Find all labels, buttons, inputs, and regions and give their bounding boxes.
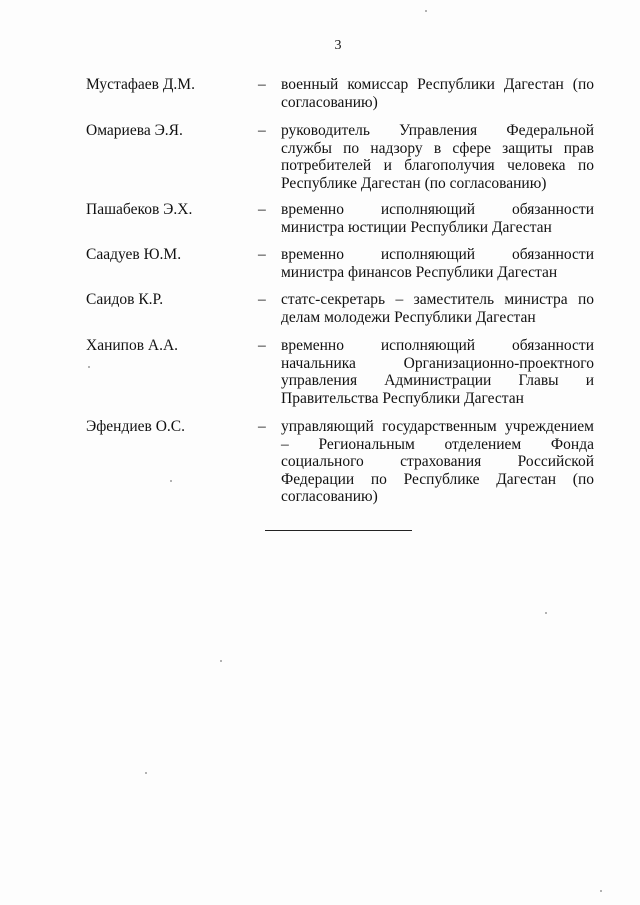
separator-dash: – xyxy=(258,291,266,308)
scan-speck xyxy=(545,612,547,614)
person-position: управляющий государственным учреждением – Региональным отделением Фонда социального страхования Российской Федерации по Республике Дагестан (по согласованию) xyxy=(281,418,594,505)
person-position: руководитель Управления Федеральной службы по надзору в сфере защиты прав потребителей и благополучия человека по Республике Дагестан (по согласованию) xyxy=(281,122,594,192)
person-name: Омариева Э.Я. xyxy=(86,122,183,139)
scan-speck xyxy=(600,890,602,892)
person-position: временно исполняющий обязанности министра финансов Республики Дагестан xyxy=(281,246,594,281)
person-name: Саадуев Ю.М. xyxy=(86,246,182,263)
scan-speck xyxy=(145,772,147,774)
page-number: 3 xyxy=(334,38,342,53)
person-position: статс-секретарь – заместитель министра по делам молодежи Республики Дагестан xyxy=(281,291,594,326)
person-name: Мустафаев Д.М. xyxy=(86,76,195,93)
person-position: военный комиссар Республики Дагестан (по согласованию) xyxy=(281,76,594,111)
separator-dash: – xyxy=(258,246,266,263)
scan-speck xyxy=(88,366,90,368)
separator-dash: – xyxy=(258,122,266,139)
separator-dash: – xyxy=(258,76,266,93)
closing-rule xyxy=(265,530,412,531)
separator-dash: – xyxy=(258,418,266,435)
separator-dash: – xyxy=(258,201,266,218)
person-position: временно исполняющий обязанности министра юстиции Республики Дагестан xyxy=(281,201,594,236)
person-name: Саидов К.Р. xyxy=(86,291,164,308)
scan-speck xyxy=(425,10,427,12)
scan-speck xyxy=(220,660,222,662)
person-name: Пашабеков Э.Х. xyxy=(86,201,193,218)
person-name: Ханипов А.А. xyxy=(86,337,179,354)
separator-dash: – xyxy=(258,337,266,354)
scan-speck xyxy=(170,480,172,482)
person-name: Эфендиев О.С. xyxy=(86,418,185,435)
person-position: временно исполняющий обязанности начальника Организационно-проектного управления Администрации Главы и Правительства Республики Дагестан xyxy=(281,337,594,407)
